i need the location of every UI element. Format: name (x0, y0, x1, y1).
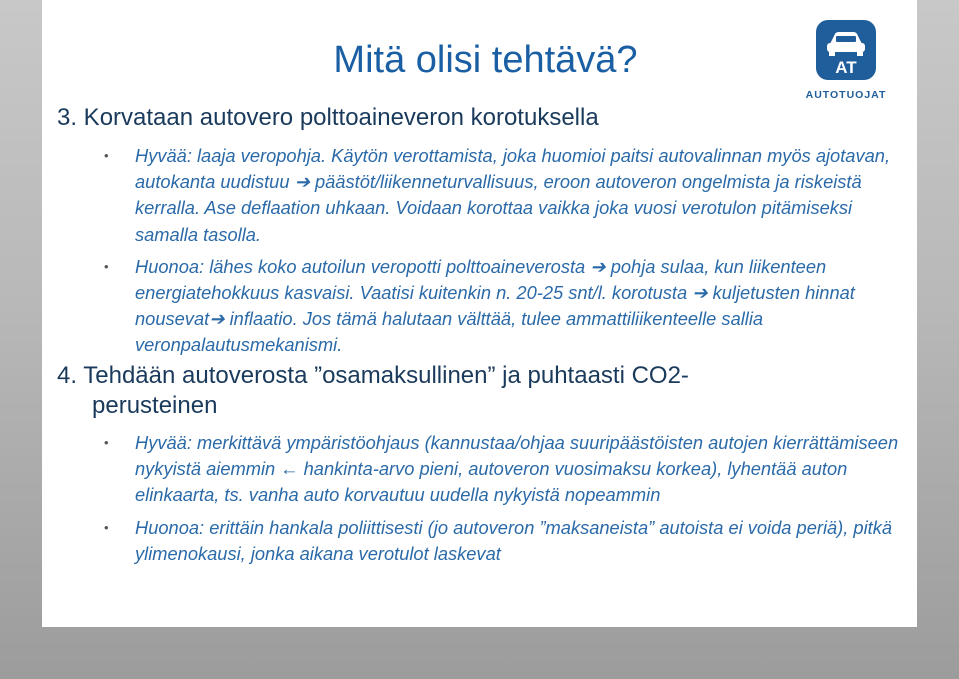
logo-monogram: AT (835, 58, 857, 77)
slide (42, 0, 917, 627)
section-4-heading-line1: 4. Tehdään autoverosta ”osamaksullinen” ja puhtaasti CO2- (57, 362, 689, 389)
logo-text: AUTOTUOJAT (805, 89, 887, 101)
section-4-bullets (104, 430, 904, 567)
list-item-bad: • Huonoa: lähes koko autoilun veropotti polttoaineverosta ➔ pohja sulaa, kun liikenteen energiatehokkuus kasvaisi. Vaatisi kuitenkin n. 20-25 snt/l. korotusta ➔ kuljetusten hinnat nousevat➔ inflaatio. Jos tämä halutaan välttää, tulee ammattiliikenteelle sallia veronpalautusmekanismi. (104, 254, 904, 359)
list-item-good: • Hyvää: merkittävä ympäristöohjaus (kannustaa/ohjaa suuripäästöisten autojen kierrättämiseen nykyistä aiemmin ← hankinta-arvo pieni, autoveron vuosimaksu korkea), lyhentää auton elinkaarta, ts. vanha auto korvautuu uudella nykyistä nopeammin (104, 430, 904, 509)
logo-badge (816, 20, 876, 80)
list-item-good: • Hyvää: laaja veropohja. Käytön verottamista, joka huomioi paitsi autovalinnan myös ajotavan, autokanta uudistuu ➔ päästöt/liikenneturvallisuus, eroon autoveron ongelmista ja riskeistä kerralla. Ase deflaation uhkaan. Voidaan korottaa vaikka joka vuosi verotulon pitämiseksi samalla tasolla. (104, 143, 904, 248)
section-4-heading-line2: perusteinen (92, 392, 218, 419)
slide-title: Mitä olisi tehtävä? (333, 39, 638, 81)
list-item-bad: • Huonoa: erittäin hankala poliittisesti (jo autoveron ”maksaneista” autoista ei voida periä), pitkä ylimenokausi, jonka aikana verotulot laskevat (104, 515, 904, 567)
section-3-heading: 3. Korvataan autovero polttoaineveron korotuksella (57, 104, 599, 131)
section-4-heading (57, 361, 837, 421)
autotuojat-logo (792, 16, 902, 106)
car-icon (816, 20, 876, 80)
section-3-bullets (104, 143, 904, 359)
